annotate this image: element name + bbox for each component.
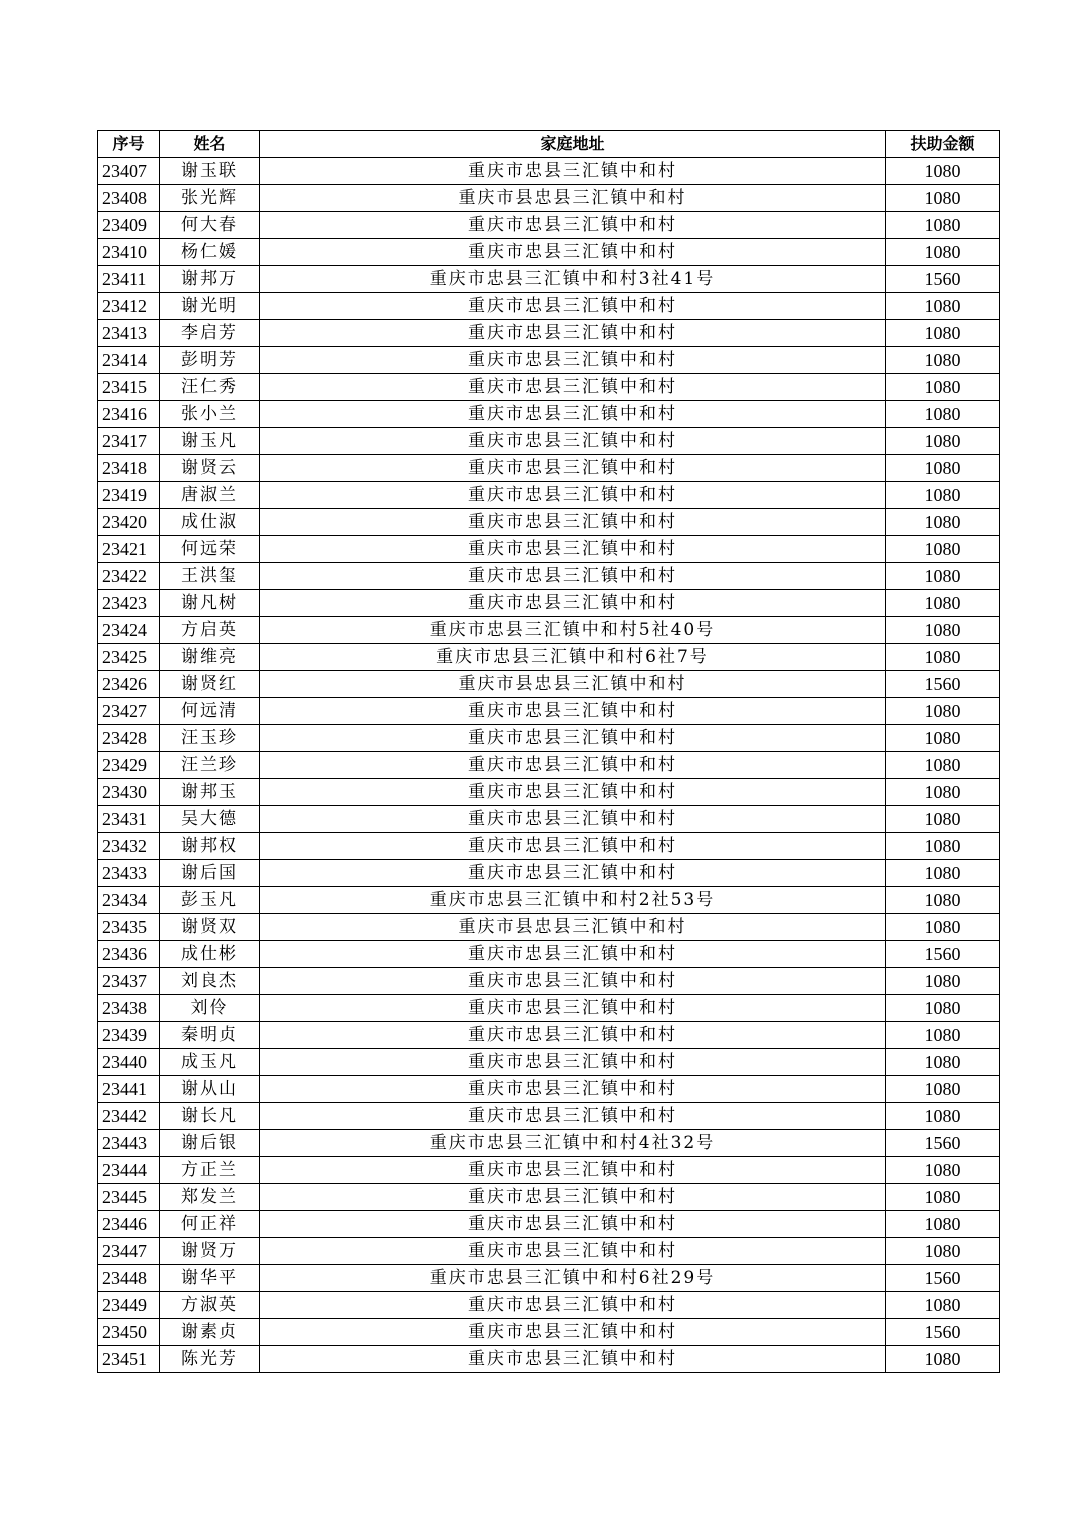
cell-name: 汪兰珍 [160, 752, 260, 779]
table-body [98, 158, 1000, 1373]
table-row [98, 779, 1000, 806]
table-row [98, 536, 1000, 563]
cell-subsidy-amount: 1560 [886, 266, 1000, 293]
table-row [98, 1211, 1000, 1238]
cell-home-address: 重庆市忠县三汇镇中和村 [260, 455, 886, 482]
cell-serial-number: 23430 [98, 779, 160, 806]
cell-serial-number: 23423 [98, 590, 160, 617]
cell-name: 唐淑兰 [160, 482, 260, 509]
cell-serial-number: 23425 [98, 644, 160, 671]
cell-name: 方启英 [160, 617, 260, 644]
cell-name: 谢玉凡 [160, 428, 260, 455]
cell-home-address: 重庆市忠县三汇镇中和村 [260, 1103, 886, 1130]
table-row [98, 158, 1000, 185]
cell-home-address: 重庆市忠县三汇镇中和村 [260, 1346, 886, 1373]
cell-serial-number: 23412 [98, 293, 160, 320]
cell-serial-number: 23417 [98, 428, 160, 455]
table-row [98, 266, 1000, 293]
cell-name: 彭明芳 [160, 347, 260, 374]
table-row [98, 1292, 1000, 1319]
cell-name: 谢贤万 [160, 1238, 260, 1265]
cell-serial-number: 23431 [98, 806, 160, 833]
cell-subsidy-amount: 1080 [886, 239, 1000, 266]
cell-serial-number: 23427 [98, 698, 160, 725]
cell-name: 谢长凡 [160, 1103, 260, 1130]
cell-subsidy-amount: 1080 [886, 1022, 1000, 1049]
table-row [98, 563, 1000, 590]
cell-serial-number: 23442 [98, 1103, 160, 1130]
cell-home-address: 重庆市忠县三汇镇中和村 [260, 725, 886, 752]
cell-subsidy-amount: 1080 [886, 860, 1000, 887]
cell-subsidy-amount: 1080 [886, 536, 1000, 563]
table-row [98, 644, 1000, 671]
cell-subsidy-amount: 1080 [886, 1049, 1000, 1076]
cell-home-address: 重庆市忠县三汇镇中和村6社29号 [260, 1265, 886, 1292]
cell-subsidy-amount: 1080 [886, 806, 1000, 833]
cell-serial-number: 23439 [98, 1022, 160, 1049]
cell-serial-number: 23409 [98, 212, 160, 239]
cell-name: 谢贤双 [160, 914, 260, 941]
cell-name: 陈光芳 [160, 1346, 260, 1373]
header-serial-number: 序号 [98, 131, 160, 158]
table-row [98, 725, 1000, 752]
cell-name: 谢华平 [160, 1265, 260, 1292]
table-row [98, 293, 1000, 320]
cell-serial-number: 23429 [98, 752, 160, 779]
cell-name: 谢从山 [160, 1076, 260, 1103]
cell-subsidy-amount: 1080 [886, 401, 1000, 428]
table-row [98, 239, 1000, 266]
cell-subsidy-amount: 1080 [886, 590, 1000, 617]
cell-home-address: 重庆市忠县三汇镇中和村 [260, 698, 886, 725]
table-row [98, 1103, 1000, 1130]
cell-home-address: 重庆市忠县三汇镇中和村 [260, 1049, 886, 1076]
cell-subsidy-amount: 1080 [886, 995, 1000, 1022]
cell-subsidy-amount: 1560 [886, 671, 1000, 698]
cell-serial-number: 23438 [98, 995, 160, 1022]
cell-home-address: 重庆市忠县三汇镇中和村 [260, 320, 886, 347]
cell-name: 何远荣 [160, 536, 260, 563]
cell-home-address: 重庆市忠县三汇镇中和村6社7号 [260, 644, 886, 671]
header-row [98, 131, 1000, 158]
cell-name: 谢维亮 [160, 644, 260, 671]
table-row [98, 374, 1000, 401]
cell-serial-number: 23441 [98, 1076, 160, 1103]
cell-name: 刘伶 [160, 995, 260, 1022]
table-row [98, 1157, 1000, 1184]
cell-subsidy-amount: 1080 [886, 428, 1000, 455]
table-row [98, 1076, 1000, 1103]
table-row [98, 590, 1000, 617]
table-row [98, 1346, 1000, 1373]
cell-serial-number: 23447 [98, 1238, 160, 1265]
cell-home-address: 重庆市忠县三汇镇中和村 [260, 941, 886, 968]
cell-serial-number: 23408 [98, 185, 160, 212]
table-row [98, 995, 1000, 1022]
cell-subsidy-amount: 1080 [886, 158, 1000, 185]
table-row [98, 482, 1000, 509]
table-row [98, 1238, 1000, 1265]
cell-serial-number: 23426 [98, 671, 160, 698]
cell-subsidy-amount: 1080 [886, 563, 1000, 590]
cell-name: 秦明贞 [160, 1022, 260, 1049]
cell-serial-number: 23445 [98, 1184, 160, 1211]
cell-home-address: 重庆市忠县三汇镇中和村 [260, 212, 886, 239]
header-home-address: 家庭地址 [260, 131, 886, 158]
cell-name: 谢邦玉 [160, 779, 260, 806]
table-row [98, 455, 1000, 482]
cell-home-address: 重庆市忠县三汇镇中和村 [260, 1211, 886, 1238]
cell-serial-number: 23437 [98, 968, 160, 995]
table-row [98, 509, 1000, 536]
table-row [98, 1319, 1000, 1346]
cell-name: 成玉凡 [160, 1049, 260, 1076]
cell-serial-number: 23428 [98, 725, 160, 752]
cell-home-address: 重庆市忠县三汇镇中和村 [260, 239, 886, 266]
subsidy-table-sheet [97, 130, 999, 1373]
cell-home-address: 重庆市忠县三汇镇中和村5社40号 [260, 617, 886, 644]
cell-serial-number: 23451 [98, 1346, 160, 1373]
cell-home-address: 重庆市忠县三汇镇中和村 [260, 509, 886, 536]
cell-home-address: 重庆市忠县三汇镇中和村 [260, 1238, 886, 1265]
cell-subsidy-amount: 1080 [886, 320, 1000, 347]
cell-subsidy-amount: 1080 [886, 212, 1000, 239]
cell-name: 彭玉凡 [160, 887, 260, 914]
cell-serial-number: 23411 [98, 266, 160, 293]
table-row [98, 752, 1000, 779]
cell-name: 吴大德 [160, 806, 260, 833]
cell-subsidy-amount: 1080 [886, 1076, 1000, 1103]
table-row [98, 212, 1000, 239]
cell-home-address: 重庆市忠县三汇镇中和村 [260, 995, 886, 1022]
cell-name: 谢贤红 [160, 671, 260, 698]
cell-home-address: 重庆市忠县三汇镇中和村 [260, 563, 886, 590]
cell-home-address: 重庆市忠县三汇镇中和村 [260, 860, 886, 887]
cell-home-address: 重庆市忠县三汇镇中和村 [260, 1319, 886, 1346]
cell-name: 郑发兰 [160, 1184, 260, 1211]
cell-home-address: 重庆市忠县三汇镇中和村 [260, 590, 886, 617]
cell-home-address: 重庆市忠县三汇镇中和村 [260, 806, 886, 833]
subsidy-table [97, 130, 1000, 1373]
table-row [98, 806, 1000, 833]
cell-home-address: 重庆市忠县三汇镇中和村 [260, 1157, 886, 1184]
cell-home-address: 重庆市忠县三汇镇中和村 [260, 1022, 886, 1049]
cell-serial-number: 23432 [98, 833, 160, 860]
cell-name: 何大春 [160, 212, 260, 239]
cell-serial-number: 23420 [98, 509, 160, 536]
cell-serial-number: 23418 [98, 455, 160, 482]
cell-home-address: 重庆市忠县三汇镇中和村 [260, 779, 886, 806]
cell-name: 谢后银 [160, 1130, 260, 1157]
cell-name: 李启芳 [160, 320, 260, 347]
cell-home-address: 重庆市忠县三汇镇中和村 [260, 482, 886, 509]
cell-home-address: 重庆市忠县三汇镇中和村 [260, 347, 886, 374]
cell-home-address: 重庆市忠县三汇镇中和村 [260, 1292, 886, 1319]
cell-home-address: 重庆市忠县三汇镇中和村 [260, 293, 886, 320]
cell-home-address: 重庆市县忠县三汇镇中和村 [260, 671, 886, 698]
cell-name: 谢后国 [160, 860, 260, 887]
table-row [98, 914, 1000, 941]
cell-serial-number: 23448 [98, 1265, 160, 1292]
cell-subsidy-amount: 1560 [886, 1130, 1000, 1157]
cell-serial-number: 23410 [98, 239, 160, 266]
cell-subsidy-amount: 1080 [886, 1211, 1000, 1238]
table-row [98, 347, 1000, 374]
cell-subsidy-amount: 1080 [886, 725, 1000, 752]
cell-subsidy-amount: 1080 [886, 185, 1000, 212]
cell-subsidy-amount: 1080 [886, 833, 1000, 860]
cell-subsidy-amount: 1080 [886, 698, 1000, 725]
cell-subsidy-amount: 1080 [886, 968, 1000, 995]
cell-subsidy-amount: 1080 [886, 1238, 1000, 1265]
cell-serial-number: 23449 [98, 1292, 160, 1319]
cell-home-address: 重庆市县忠县三汇镇中和村 [260, 185, 886, 212]
cell-home-address: 重庆市忠县三汇镇中和村 [260, 1184, 886, 1211]
cell-subsidy-amount: 1080 [886, 1346, 1000, 1373]
table-row [98, 671, 1000, 698]
header-name: 姓名 [160, 131, 260, 158]
cell-home-address: 重庆市忠县三汇镇中和村 [260, 752, 886, 779]
cell-home-address: 重庆市忠县三汇镇中和村 [260, 158, 886, 185]
cell-serial-number: 23433 [98, 860, 160, 887]
cell-name: 王洪玺 [160, 563, 260, 590]
table-row [98, 860, 1000, 887]
cell-name: 谢邦权 [160, 833, 260, 860]
table-row [98, 698, 1000, 725]
cell-subsidy-amount: 1080 [886, 347, 1000, 374]
cell-subsidy-amount: 1080 [886, 1184, 1000, 1211]
table-row [98, 833, 1000, 860]
table-row [98, 320, 1000, 347]
cell-subsidy-amount: 1560 [886, 941, 1000, 968]
cell-name: 何正祥 [160, 1211, 260, 1238]
cell-home-address: 重庆市忠县三汇镇中和村 [260, 536, 886, 563]
cell-subsidy-amount: 1080 [886, 509, 1000, 536]
cell-subsidy-amount: 1080 [886, 617, 1000, 644]
table-row [98, 428, 1000, 455]
cell-name: 杨仁媛 [160, 239, 260, 266]
cell-home-address: 重庆市忠县三汇镇中和村 [260, 428, 886, 455]
cell-serial-number: 23443 [98, 1130, 160, 1157]
header-subsidy-amount: 扶助金额 [886, 131, 1000, 158]
table-row [98, 1265, 1000, 1292]
cell-subsidy-amount: 1080 [886, 914, 1000, 941]
cell-serial-number: 23440 [98, 1049, 160, 1076]
cell-name: 谢邦万 [160, 266, 260, 293]
cell-serial-number: 23450 [98, 1319, 160, 1346]
cell-home-address: 重庆市忠县三汇镇中和村 [260, 833, 886, 860]
table-row [98, 185, 1000, 212]
cell-serial-number: 23435 [98, 914, 160, 941]
cell-home-address: 重庆市忠县三汇镇中和村 [260, 401, 886, 428]
cell-name: 方淑英 [160, 1292, 260, 1319]
cell-name: 刘良杰 [160, 968, 260, 995]
cell-name: 谢玉联 [160, 158, 260, 185]
cell-serial-number: 23414 [98, 347, 160, 374]
cell-serial-number: 23434 [98, 887, 160, 914]
cell-subsidy-amount: 1560 [886, 1319, 1000, 1346]
cell-subsidy-amount: 1080 [886, 887, 1000, 914]
cell-serial-number: 23416 [98, 401, 160, 428]
table-row [98, 1130, 1000, 1157]
cell-serial-number: 23413 [98, 320, 160, 347]
cell-name: 成仕淑 [160, 509, 260, 536]
cell-subsidy-amount: 1080 [886, 1103, 1000, 1130]
cell-subsidy-amount: 1080 [886, 374, 1000, 401]
table-row [98, 401, 1000, 428]
cell-home-address: 重庆市县忠县三汇镇中和村 [260, 914, 886, 941]
table-row [98, 1022, 1000, 1049]
cell-subsidy-amount: 1080 [886, 752, 1000, 779]
cell-subsidy-amount: 1080 [886, 293, 1000, 320]
cell-serial-number: 23407 [98, 158, 160, 185]
cell-serial-number: 23419 [98, 482, 160, 509]
cell-name: 谢素贞 [160, 1319, 260, 1346]
cell-home-address: 重庆市忠县三汇镇中和村2社53号 [260, 887, 886, 914]
cell-home-address: 重庆市忠县三汇镇中和村 [260, 968, 886, 995]
cell-subsidy-amount: 1080 [886, 1292, 1000, 1319]
cell-name: 张小兰 [160, 401, 260, 428]
cell-serial-number: 23421 [98, 536, 160, 563]
cell-home-address: 重庆市忠县三汇镇中和村4社32号 [260, 1130, 886, 1157]
cell-subsidy-amount: 1080 [886, 779, 1000, 806]
cell-name: 方正兰 [160, 1157, 260, 1184]
cell-name: 汪仁秀 [160, 374, 260, 401]
cell-name: 谢光明 [160, 293, 260, 320]
table-row [98, 617, 1000, 644]
table-header [98, 131, 1000, 158]
cell-serial-number: 23446 [98, 1211, 160, 1238]
cell-name: 成仕彬 [160, 941, 260, 968]
cell-subsidy-amount: 1080 [886, 644, 1000, 671]
cell-name: 谢凡树 [160, 590, 260, 617]
cell-serial-number: 23415 [98, 374, 160, 401]
cell-subsidy-amount: 1080 [886, 455, 1000, 482]
cell-subsidy-amount: 1560 [886, 1265, 1000, 1292]
cell-serial-number: 23422 [98, 563, 160, 590]
cell-name: 何远清 [160, 698, 260, 725]
table-row [98, 1049, 1000, 1076]
cell-serial-number: 23424 [98, 617, 160, 644]
table-row [98, 941, 1000, 968]
cell-name: 谢贤云 [160, 455, 260, 482]
cell-home-address: 重庆市忠县三汇镇中和村3社41号 [260, 266, 886, 293]
table-row [98, 968, 1000, 995]
cell-home-address: 重庆市忠县三汇镇中和村 [260, 1076, 886, 1103]
table-row [98, 887, 1000, 914]
table-row [98, 1184, 1000, 1211]
cell-home-address: 重庆市忠县三汇镇中和村 [260, 374, 886, 401]
cell-subsidy-amount: 1080 [886, 1157, 1000, 1184]
cell-serial-number: 23436 [98, 941, 160, 968]
cell-subsidy-amount: 1080 [886, 482, 1000, 509]
cell-name: 汪玉珍 [160, 725, 260, 752]
cell-name: 张光辉 [160, 185, 260, 212]
cell-serial-number: 23444 [98, 1157, 160, 1184]
